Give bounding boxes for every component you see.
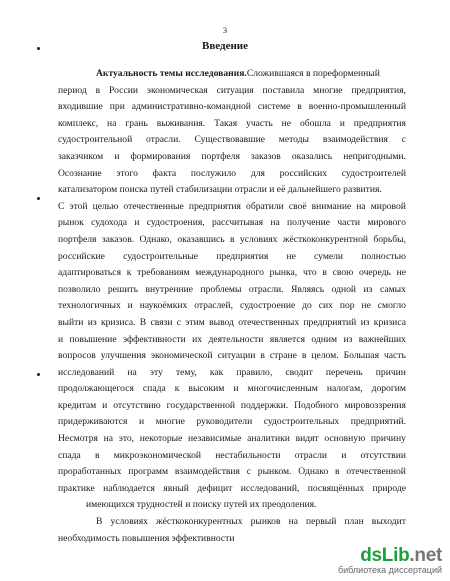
text-line (58, 332, 406, 349)
text-line (58, 282, 406, 299)
word: предприятия (353, 117, 406, 129)
word: получение (287, 217, 331, 229)
text-span: Сложившаяся в пореформенный (246, 68, 380, 79)
word: и (341, 449, 347, 461)
word: повышение (69, 333, 117, 345)
word: посвящённых (307, 482, 365, 494)
page-heading: Введение (201, 40, 249, 52)
text-line (58, 232, 406, 249)
word: придерживаются (58, 416, 128, 428)
word: взаимодействия (322, 134, 388, 146)
word: проработанных (58, 466, 122, 478)
word: требованиям (137, 267, 190, 279)
word: явный (163, 482, 189, 494)
text-line (58, 182, 406, 199)
word: одной (331, 283, 357, 295)
word: эту (149, 366, 163, 378)
word: российских (279, 167, 328, 179)
word: Однако (298, 466, 329, 478)
word: системе (257, 101, 291, 113)
word: в (322, 267, 327, 279)
word: непригодными. (343, 150, 406, 162)
word: кредитам (58, 399, 97, 411)
word: судостроителей (341, 167, 406, 179)
text-line (58, 481, 406, 498)
word: и (134, 217, 140, 229)
word: причину (370, 433, 406, 445)
word: ситуации (217, 350, 256, 362)
word: план (344, 516, 364, 528)
word: видят (295, 433, 319, 445)
word: военно-промышленный (308, 101, 406, 113)
word: кризиса. (100, 316, 136, 328)
text-line (58, 464, 406, 481)
word: с (401, 134, 406, 146)
word: исследований, (240, 482, 300, 494)
word: выходит (371, 516, 406, 528)
text-line (58, 265, 406, 282)
word: природе (372, 482, 406, 494)
word: причин (375, 366, 406, 378)
word: руководители (196, 416, 253, 428)
word: обратили (246, 200, 284, 212)
word: отсутствию (113, 399, 161, 411)
word: период (58, 84, 87, 96)
word: поддержки. (240, 399, 289, 411)
word: целом. (311, 350, 339, 362)
word: С (58, 200, 65, 212)
word: стране (269, 350, 297, 362)
word: Подобного (294, 399, 339, 411)
word: до (302, 300, 312, 312)
word: первый (306, 516, 337, 528)
word: судохода (91, 217, 128, 229)
word: самых (379, 283, 406, 295)
word: рынок (58, 217, 84, 229)
word: заказов. (101, 233, 135, 245)
word: борьбы, (373, 233, 406, 245)
word: продолжающегося (58, 383, 134, 395)
document-body (58, 66, 406, 547)
word: судостроительных (263, 416, 340, 428)
word: ситуация (216, 84, 254, 96)
word: вывод (209, 316, 234, 328)
watermark (338, 545, 442, 575)
word: факта (152, 167, 177, 179)
text-line (58, 132, 406, 149)
word: Большая (343, 350, 379, 362)
word: с (246, 466, 252, 478)
word: не (396, 267, 406, 279)
text-line (58, 66, 406, 83)
word: для (250, 167, 265, 179)
word: на (127, 366, 137, 378)
word: основную (324, 433, 366, 445)
word: грань (125, 117, 148, 129)
word: многочисленным (247, 383, 318, 395)
word: наблюдается (103, 482, 155, 494)
word: внутренние (145, 283, 193, 295)
word: в (297, 101, 302, 113)
text-line (58, 99, 406, 116)
word: часть (383, 350, 406, 362)
word: независимые (188, 433, 242, 445)
word: свою (332, 267, 354, 279)
word: связи (150, 316, 173, 328)
word: оказались (291, 150, 333, 162)
word: вопросов (58, 350, 96, 362)
word: правило, (236, 366, 273, 378)
word: эффективности (122, 333, 186, 345)
word: важнейших (358, 333, 406, 345)
margin-dot (37, 197, 40, 200)
word: отсутствии (360, 449, 406, 461)
word: к (126, 267, 132, 279)
word: отечественной (346, 466, 406, 478)
word: их (192, 333, 203, 345)
word: формирования (130, 150, 191, 162)
word: является (269, 333, 305, 345)
word: части (337, 217, 361, 229)
text-line (58, 431, 406, 448)
word: сих (318, 300, 333, 312)
word: очередь (359, 267, 391, 279)
word: пор (339, 300, 355, 312)
text-span: катализатором поиска путей стабилизации отрасли и её дальнейшего развития. (58, 184, 382, 196)
word: спада (142, 383, 166, 395)
word: портфеля (58, 233, 97, 245)
word: внимание (311, 200, 352, 212)
text-line (58, 116, 406, 133)
word: технологичных (58, 300, 121, 312)
word: рынка, (269, 267, 298, 279)
word: государственной (166, 399, 235, 411)
word: предприятий (303, 316, 357, 328)
word: поставила (262, 84, 305, 96)
word: целью (92, 200, 119, 212)
text-line (58, 448, 406, 465)
word: практике (58, 482, 95, 494)
text-line (58, 381, 406, 398)
word: заказчиком (58, 150, 104, 162)
word: некоторые (139, 433, 183, 445)
word: России (109, 84, 138, 96)
word: Однако, (139, 233, 172, 245)
watermark-subtitle: библиотека диссертаций (337, 565, 442, 575)
lead-term: Актуальность темы исследования. (96, 68, 247, 79)
word: аналитики (247, 433, 290, 445)
word: экономической (150, 350, 213, 362)
text-line (58, 514, 406, 531)
word: наукоёмких (139, 300, 188, 312)
word: в (230, 233, 235, 245)
word: сумели (314, 250, 344, 262)
word: этой (69, 200, 88, 212)
word: судостроительной (58, 134, 133, 146)
word: в (94, 449, 100, 461)
word: и (102, 399, 108, 411)
text-line (58, 365, 406, 382)
word: и (58, 333, 64, 345)
text-span: необходимость повышения эффективности (58, 532, 235, 544)
word: перечень (325, 366, 363, 378)
word: условиях (239, 233, 278, 245)
word: предприятия, (351, 84, 406, 96)
word: предприятия (216, 250, 269, 262)
word: участь (246, 117, 273, 129)
word: отечественные (123, 200, 184, 212)
text-line (58, 348, 406, 365)
word: проблемы (200, 283, 242, 295)
word: оказавшись (177, 233, 225, 245)
word: и (127, 300, 133, 312)
word: отечественных (238, 316, 300, 328)
word: кризиса (373, 316, 406, 328)
watermark-logo: dsLib.net (360, 545, 442, 566)
word: из (343, 333, 353, 345)
word: многие (155, 416, 185, 428)
text-line (58, 298, 406, 315)
word: сводит (285, 366, 313, 378)
word: не (361, 300, 371, 312)
word: микроэкономической (113, 449, 202, 461)
word: на (107, 117, 117, 129)
word: не (281, 117, 292, 129)
text-span: имеющихся трудностей и поиску путей их преодоления. (86, 499, 317, 511)
word: нестабильности (215, 449, 281, 461)
word: Являясь (291, 283, 325, 295)
word: мировой (370, 200, 406, 212)
word: с (176, 316, 182, 328)
word: из (87, 316, 97, 328)
word: предприятия (188, 200, 241, 212)
word: отраслей, (194, 300, 234, 312)
text-line (58, 249, 406, 266)
word: этим (185, 316, 205, 328)
word: условиях (110, 516, 148, 528)
word: взаимодействия (174, 466, 240, 478)
word: этого (116, 167, 138, 179)
word: портфеля (201, 150, 240, 162)
word: при (109, 101, 125, 113)
word: комплекс, (58, 117, 99, 129)
word: рынков (250, 516, 281, 528)
word: мирового (367, 217, 406, 229)
word: выйти (58, 316, 84, 328)
word: административно-командной (131, 101, 251, 113)
word: смогло (377, 300, 406, 312)
text-line (58, 149, 406, 166)
word: что (302, 267, 317, 279)
text-line (58, 215, 406, 232)
word: методы (278, 134, 310, 146)
word: Существовавшие (194, 134, 265, 146)
word: судостроения, (146, 217, 205, 229)
word: и (233, 383, 239, 395)
word: отрасли. (248, 283, 284, 295)
word: отрасли (294, 449, 327, 461)
word: исследований (58, 366, 115, 378)
word: международного (195, 267, 264, 279)
text-line (58, 166, 406, 183)
word: послужило (190, 167, 237, 179)
text-line (58, 199, 406, 216)
word: высоким (188, 383, 225, 395)
word: В (96, 516, 103, 528)
word: тему, (175, 366, 197, 378)
word: не (286, 250, 296, 262)
word: российские (58, 250, 105, 262)
word: из (360, 316, 370, 328)
word: из (363, 283, 373, 295)
word: адаптироваться (58, 267, 121, 279)
word: мировоззрения (344, 399, 406, 411)
word: выживания. (156, 117, 206, 129)
word: в (301, 350, 307, 362)
word: судостроение (239, 300, 296, 312)
word: программ (128, 466, 169, 478)
text-line (58, 315, 406, 332)
word: и (138, 416, 145, 428)
word: одним (311, 333, 338, 345)
word: предприятий. (350, 416, 406, 428)
word: и (339, 117, 345, 129)
text-line (58, 497, 406, 514)
word: на (356, 200, 366, 212)
text-line (58, 398, 406, 415)
word: обошла (299, 117, 331, 129)
word: в (260, 350, 265, 362)
page-number: 3 (222, 25, 228, 35)
word: экономическая (146, 84, 208, 96)
word: жёсткоконкурентной (282, 233, 368, 245)
word: полностью (361, 250, 406, 262)
word: на (270, 217, 280, 229)
word: к (174, 383, 180, 395)
margin-dot (37, 47, 40, 50)
word: отрасли. (146, 134, 181, 146)
word: деятельности (208, 333, 264, 345)
word: заказов (250, 150, 281, 162)
word: дефицит (197, 482, 233, 494)
word: улучшения (100, 350, 146, 362)
word: в (95, 84, 101, 96)
word: рассчитывая (211, 217, 264, 229)
word: Такая (214, 117, 238, 129)
word: судостроительные (123, 250, 199, 262)
word: решить (107, 283, 139, 295)
word: жёсткоконкурентных (156, 516, 243, 528)
word: В (139, 316, 147, 328)
word: Несмотря (58, 433, 98, 445)
word: на (288, 516, 298, 528)
word: в (335, 466, 340, 478)
word: как (209, 366, 224, 378)
word: спада (58, 449, 81, 461)
word: и (114, 150, 120, 162)
word: на (103, 433, 114, 445)
text-line (58, 414, 406, 431)
margin-dot (37, 373, 40, 376)
word: налогам, (326, 383, 363, 395)
word: многие (313, 84, 343, 96)
word: дорогим (371, 383, 406, 395)
word: рынком. (257, 466, 292, 478)
word: позволило (58, 283, 101, 295)
word: это, (118, 433, 135, 445)
word: своё (288, 200, 307, 212)
word: входившие (58, 101, 103, 113)
text-line (58, 83, 406, 100)
word: Осознание (58, 167, 102, 179)
